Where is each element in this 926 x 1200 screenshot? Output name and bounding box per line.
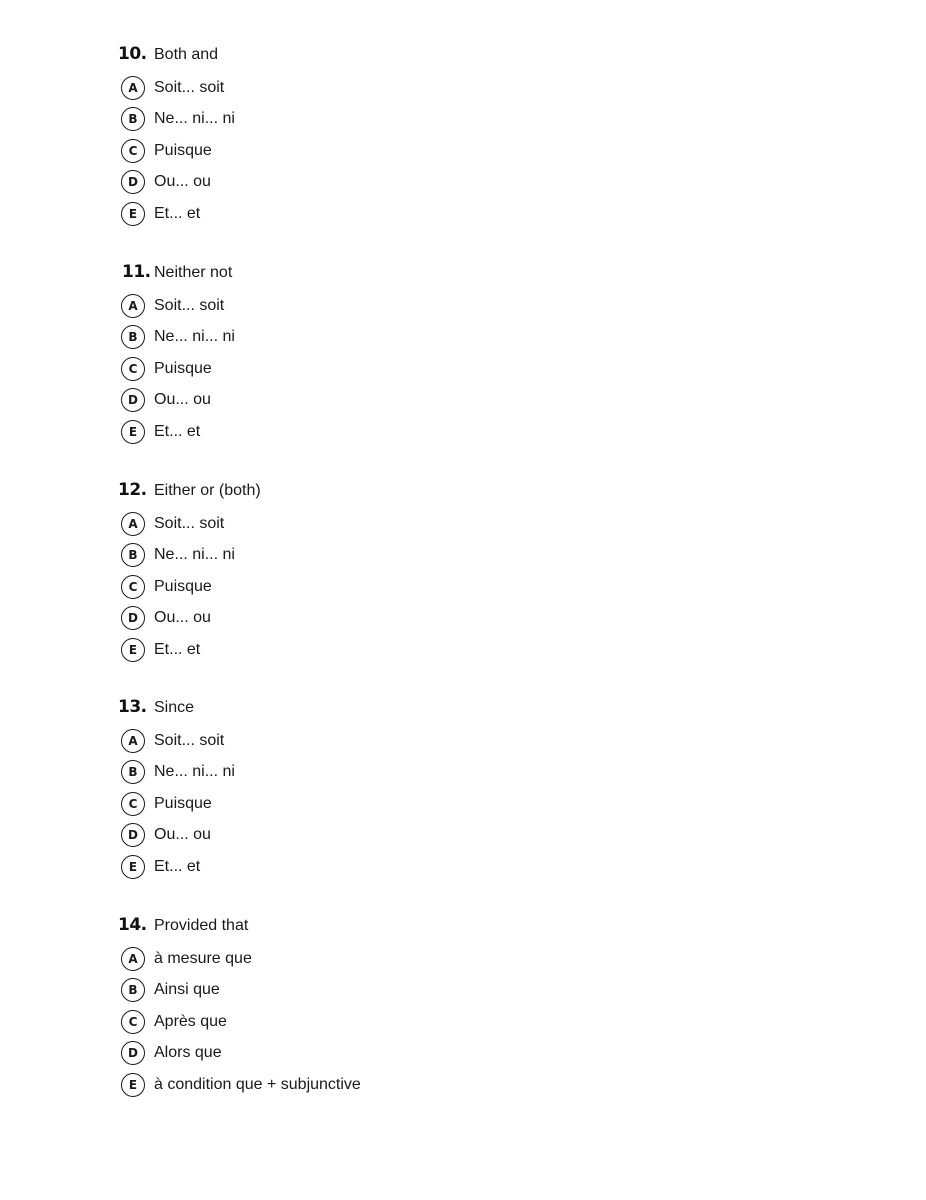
option-a[interactable] bbox=[118, 508, 718, 540]
option-text: Soit... soit bbox=[154, 731, 225, 749]
option-bubble-c[interactable]: C bbox=[121, 575, 145, 599]
question-header bbox=[118, 44, 718, 68]
question-prompt: Both and bbox=[154, 46, 219, 63]
option-text: Ne... ni... ni bbox=[154, 763, 235, 781]
option-d[interactable] bbox=[118, 1038, 718, 1070]
option-d[interactable] bbox=[118, 820, 718, 852]
option-bubble-d[interactable]: D bbox=[121, 170, 145, 194]
option-text: Et... et bbox=[154, 857, 201, 875]
option-c[interactable] bbox=[118, 571, 718, 603]
option-bubble-d[interactable]: D bbox=[121, 388, 145, 412]
option-text: Et... et bbox=[154, 640, 201, 658]
question-11 bbox=[118, 262, 718, 448]
option-bubble-d[interactable]: D bbox=[121, 606, 145, 630]
option-text: Ne... ni... ni bbox=[154, 328, 235, 346]
option-d[interactable] bbox=[118, 385, 718, 417]
option-d[interactable] bbox=[118, 603, 718, 635]
option-bubble-b[interactable]: B bbox=[121, 107, 145, 131]
option-c[interactable] bbox=[118, 1006, 718, 1038]
option-bubble-a[interactable]: A bbox=[121, 947, 145, 971]
question-prompt: Neither not bbox=[154, 264, 233, 281]
option-bubble-e[interactable]: E bbox=[121, 638, 145, 662]
option-bubble-e[interactable]: E bbox=[121, 855, 145, 879]
question-10 bbox=[118, 44, 718, 230]
option-text: Ou... ou bbox=[154, 609, 211, 627]
question-number: 13. bbox=[118, 697, 147, 717]
option-bubble-c[interactable]: C bbox=[121, 792, 145, 816]
answer-options bbox=[118, 508, 718, 666]
option-a[interactable] bbox=[118, 72, 718, 104]
option-text: Après que bbox=[154, 1012, 227, 1030]
option-c[interactable] bbox=[118, 353, 718, 385]
option-bubble-a[interactable]: A bbox=[121, 729, 145, 753]
option-bubble-c[interactable]: C bbox=[121, 357, 145, 381]
answer-options bbox=[118, 72, 718, 230]
question-header bbox=[118, 697, 718, 721]
option-bubble-d[interactable]: D bbox=[121, 823, 145, 847]
option-text: Et... et bbox=[154, 204, 201, 222]
option-text: Ne... ni... ni bbox=[154, 546, 235, 564]
option-bubble-b[interactable]: B bbox=[121, 325, 145, 349]
question-prompt: Provided that bbox=[154, 917, 249, 934]
question-header bbox=[118, 915, 718, 939]
option-a[interactable] bbox=[118, 943, 718, 975]
option-text: Ou... ou bbox=[154, 826, 211, 844]
answer-options bbox=[118, 725, 718, 883]
option-text: Ou... ou bbox=[154, 391, 211, 409]
option-text: Ainsi que bbox=[154, 981, 220, 999]
option-bubble-b[interactable]: B bbox=[121, 978, 145, 1002]
option-text: Puisque bbox=[154, 141, 212, 159]
option-bubble-e[interactable]: E bbox=[121, 202, 145, 226]
option-text: Soit... soit bbox=[154, 296, 225, 314]
option-e[interactable] bbox=[118, 851, 718, 883]
option-bubble-c[interactable]: C bbox=[121, 139, 145, 163]
option-b[interactable] bbox=[118, 322, 718, 354]
option-bubble-e[interactable]: E bbox=[121, 1073, 145, 1097]
option-text: Alors que bbox=[154, 1044, 222, 1062]
option-text: Ou... ou bbox=[154, 173, 211, 191]
option-bubble-b[interactable]: B bbox=[121, 760, 145, 784]
option-bubble-a[interactable]: A bbox=[121, 294, 145, 318]
answer-options bbox=[118, 290, 718, 448]
option-e[interactable] bbox=[118, 1069, 718, 1101]
option-text: à mesure que bbox=[154, 949, 252, 967]
option-c[interactable] bbox=[118, 788, 718, 820]
question-header bbox=[118, 480, 718, 504]
option-b[interactable] bbox=[118, 104, 718, 136]
option-b[interactable] bbox=[118, 540, 718, 572]
option-text: à condition que + subjunctive bbox=[154, 1075, 361, 1093]
option-text: Puisque bbox=[154, 577, 212, 595]
option-e[interactable] bbox=[118, 634, 718, 666]
option-d[interactable] bbox=[118, 167, 718, 199]
option-c[interactable] bbox=[118, 135, 718, 167]
answer-options bbox=[118, 943, 718, 1101]
question-prompt: Either or (both) bbox=[154, 482, 261, 499]
question-number: 14. bbox=[118, 915, 147, 935]
question-header bbox=[118, 262, 718, 286]
option-bubble-a[interactable]: A bbox=[121, 76, 145, 100]
option-bubble-d[interactable]: D bbox=[121, 1041, 145, 1065]
option-text: Puisque bbox=[154, 359, 212, 377]
option-text: Soit... soit bbox=[154, 78, 225, 96]
question-number: 12. bbox=[118, 480, 147, 500]
option-bubble-a[interactable]: A bbox=[121, 512, 145, 536]
question-14 bbox=[118, 915, 718, 1101]
option-b[interactable] bbox=[118, 975, 718, 1007]
question-number: 10. bbox=[118, 44, 147, 64]
option-text: Puisque bbox=[154, 794, 212, 812]
option-e[interactable] bbox=[118, 198, 718, 230]
option-e[interactable] bbox=[118, 416, 718, 448]
option-b[interactable] bbox=[118, 757, 718, 789]
option-bubble-e[interactable]: E bbox=[121, 420, 145, 444]
option-a[interactable] bbox=[118, 290, 718, 322]
option-text: Et... et bbox=[154, 422, 201, 440]
option-a[interactable] bbox=[118, 725, 718, 757]
option-bubble-c[interactable]: C bbox=[121, 1010, 145, 1034]
option-text: Soit... soit bbox=[154, 514, 225, 532]
question-13 bbox=[118, 697, 718, 883]
option-text: Ne... ni... ni bbox=[154, 110, 235, 128]
question-number: 11. bbox=[122, 262, 151, 282]
option-bubble-b[interactable]: B bbox=[121, 543, 145, 567]
question-prompt: Since bbox=[154, 699, 195, 716]
question-12 bbox=[118, 480, 718, 666]
